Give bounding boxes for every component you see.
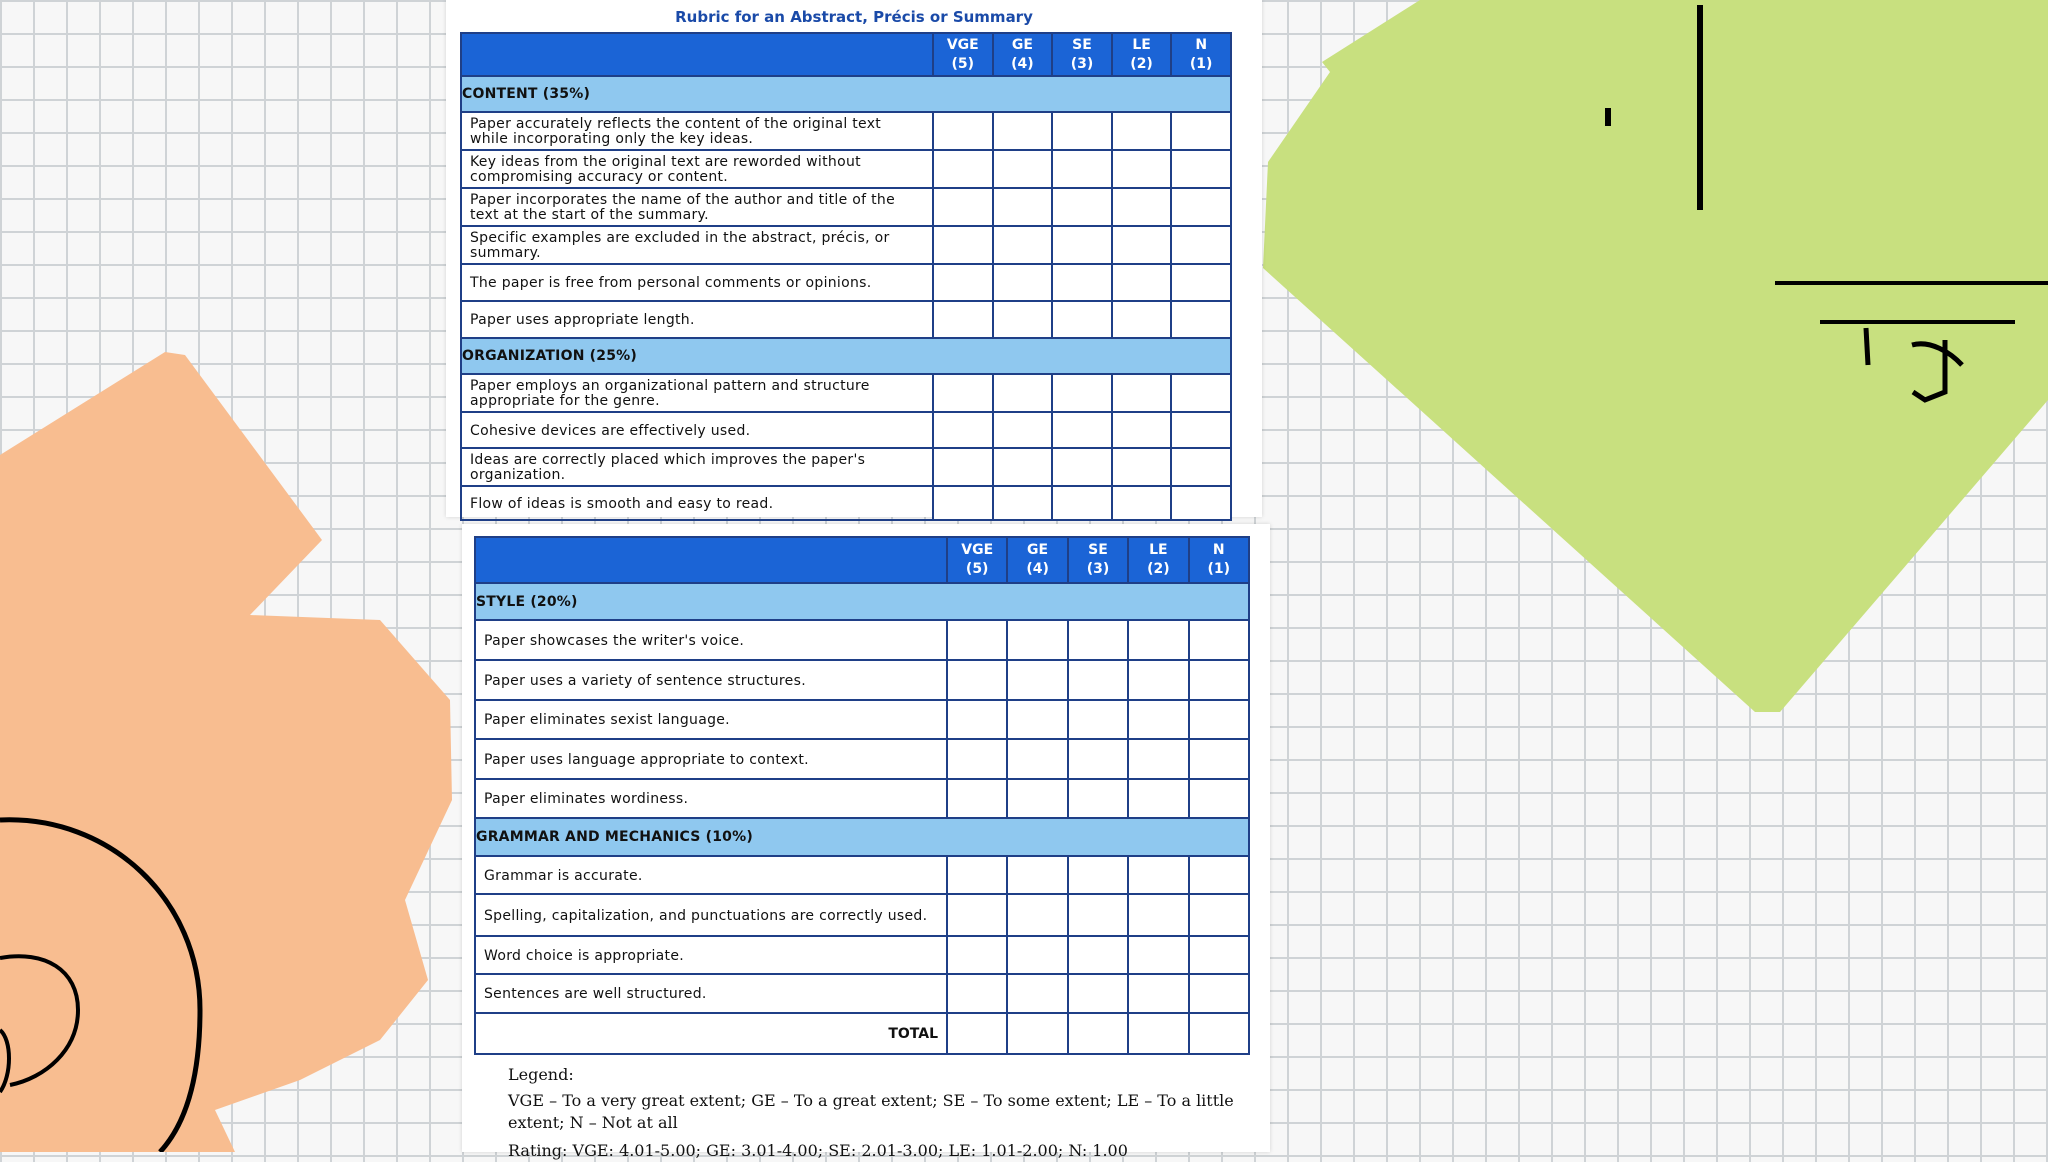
criterion-text: Paper showcases the writer's voice. [475,620,947,660]
rating-cell[interactable] [933,112,993,150]
criterion-text: Paper uses language appropriate to context. [475,739,947,779]
rating-cell[interactable] [1007,856,1067,894]
rating-cell[interactable] [1171,301,1231,338]
criterion-text: Paper eliminates wordiness. [475,779,947,818]
legend-heading: Legend: [508,1065,574,1084]
rating-cell[interactable] [1068,660,1128,700]
table-row [461,374,1231,412]
rating-cell[interactable] [1128,856,1188,894]
criterion-text: Paper eliminates sexist language. [475,700,947,739]
rating-cell[interactable] [1052,150,1112,188]
rating-cell[interactable] [1189,660,1249,700]
col-vge-header: VGE (5) [947,537,1007,583]
criterion-text: Word choice is appropriate. [475,936,947,974]
table-row [475,974,1249,1013]
rating-cell[interactable] [1052,226,1112,264]
rating-cell[interactable] [1007,700,1067,739]
rating-cell[interactable] [1112,264,1172,301]
rating-cell[interactable] [1189,936,1249,974]
section-label: GRAMMAR AND MECHANICS (10%) [475,818,1249,856]
rating-cell[interactable] [1052,374,1112,412]
section-label: STYLE (20%) [475,583,1249,620]
rating-cell[interactable] [993,486,1053,520]
rating-cell[interactable] [1068,936,1128,974]
table-row [475,739,1249,779]
total-cell[interactable] [1007,1013,1067,1054]
rating-cell[interactable] [993,448,1053,486]
rating-cell[interactable] [1007,620,1067,660]
rating-cell[interactable] [1128,936,1188,974]
rating-cell[interactable] [1171,374,1231,412]
criterion-text: Paper incorporates the name of the author and title of the text at the start of the summary. [461,188,933,226]
rating-cell[interactable] [1171,486,1231,520]
rating-cell[interactable] [1112,486,1172,520]
section-organization-row [461,338,1231,374]
table-row [475,700,1249,739]
rubric-table-top [460,32,1232,521]
rating-cell[interactable] [933,226,993,264]
rating-cell[interactable] [993,264,1053,301]
rating-cell[interactable] [1068,620,1128,660]
rating-cell[interactable] [993,301,1053,338]
rating-cell[interactable] [1052,112,1112,150]
rating-cell[interactable] [1052,264,1112,301]
rating-cell[interactable] [1128,894,1188,936]
table-row [461,486,1231,520]
legend-text: VGE – To a very great extent; GE – To a great extent; SE – To some extent; LE – To a little extent; N – Not at all [508,1091,1234,1132]
rating-cell[interactable] [1128,700,1188,739]
rating-cell[interactable] [1068,974,1128,1013]
rating-cell[interactable] [1189,856,1249,894]
criterion-text: Paper uses a variety of sentence structures. [475,660,947,700]
table-row [475,856,1249,894]
rating-cell[interactable] [933,264,993,301]
criterion-text: Sentences are well structured. [475,974,947,1013]
rating-cell[interactable] [947,700,1007,739]
rating-cell[interactable] [947,894,1007,936]
rating-cell[interactable] [1189,779,1249,818]
section-style-row [475,583,1249,620]
criteria-header-cell [461,33,933,76]
rating-cell[interactable] [1112,112,1172,150]
rating-cell[interactable] [1189,700,1249,739]
rating-cell[interactable] [993,188,1053,226]
rating-cell[interactable] [933,486,993,520]
rating-cell[interactable] [1189,620,1249,660]
rubric-page-bottom [462,524,1270,1160]
table-row [461,448,1231,486]
rating-cell[interactable] [993,112,1053,150]
rating-cell[interactable] [1112,374,1172,412]
rating-cell[interactable] [947,974,1007,1013]
criterion-text: Specific examples are excluded in the abstract, précis, or summary. [461,226,933,264]
table-row [461,112,1231,150]
col-n-header: N (1) [1189,537,1249,583]
rating-cell[interactable] [933,150,993,188]
rating-cell[interactable] [1171,448,1231,486]
rating-cell[interactable] [1128,660,1188,700]
rating-cell[interactable] [1112,301,1172,338]
table-row [475,779,1249,818]
peach-flower-shape [0,352,452,1152]
criterion-text: Paper accurately reflects the content of the original text while incorporating only the key ideas. [461,112,933,150]
rating-cell[interactable] [1112,188,1172,226]
table-row [461,412,1231,448]
rubric-table-bottom [474,536,1250,1055]
rating-cell[interactable] [1189,739,1249,779]
rating-header-row [475,537,1249,583]
table-row [461,264,1231,301]
total-cell[interactable] [1189,1013,1249,1054]
rating-cell[interactable] [1171,264,1231,301]
col-le-header: LE (2) [1112,33,1172,76]
criterion-text: Paper employs an organizational pattern and structure appropriate for the genre. [461,374,933,412]
rating-cell[interactable] [993,412,1053,448]
rating-cell[interactable] [1189,894,1249,936]
rating-cell[interactable] [1068,779,1128,818]
col-ge-header: GE (4) [993,33,1053,76]
rating-cell[interactable] [947,856,1007,894]
rating-cell[interactable] [1128,739,1188,779]
rubric-title: Rubric for an Abstract, Précis or Summary [675,8,1033,26]
section-label: ORGANIZATION (25%) [461,338,1231,374]
rubric-page-top [446,0,1262,517]
rating-cell[interactable] [993,226,1053,264]
rating-cell[interactable] [933,188,993,226]
criterion-text: Grammar is accurate. [475,856,947,894]
total-cell[interactable] [1068,1013,1128,1054]
table-row [475,620,1249,660]
rating-cell[interactable] [1112,412,1172,448]
rating-scale-text: Rating: VGE: 4.01-5.00; GE: 3.01-4.00; SE: 2.01-3.00; LE: 1.01-2.00; N: 1.00 [508,1141,1128,1160]
rating-cell[interactable] [1007,974,1067,1013]
rating-cell[interactable] [1052,486,1112,520]
lime-green-shape [1263,0,2048,712]
rating-cell[interactable] [1007,660,1067,700]
criterion-text: The paper is free from personal comments or opinions. [461,264,933,301]
rating-cell[interactable] [993,150,1053,188]
rating-cell[interactable] [947,620,1007,660]
rating-cell[interactable] [993,374,1053,412]
rating-cell[interactable] [1052,301,1112,338]
rating-cell[interactable] [1007,894,1067,936]
rating-cell[interactable] [1171,226,1231,264]
total-cell[interactable] [1128,1013,1188,1054]
criterion-text: Cohesive devices are effectively used. [461,412,933,448]
rating-cell[interactable] [1128,779,1188,818]
rating-cell[interactable] [947,660,1007,700]
total-row [475,1013,1249,1054]
total-label: TOTAL [475,1013,947,1054]
criterion-text: Key ideas from the original text are reworded without compromising accuracy or content. [461,150,933,188]
rating-cell[interactable] [933,301,993,338]
col-n-header: N (1) [1171,33,1231,76]
spiral-inner-curve [0,956,78,1092]
rating-cell[interactable] [947,739,1007,779]
rating-cell[interactable] [1112,448,1172,486]
rating-header-row [461,33,1231,76]
spiral-outer-curve [0,820,200,1152]
rating-cell[interactable] [1112,226,1172,264]
rating-cell[interactable] [1052,412,1112,448]
table-row [461,150,1231,188]
rating-cell[interactable] [1052,448,1112,486]
criterion-text: Paper uses appropriate length. [461,301,933,338]
legend [508,1064,1268,1162]
col-se-header: SE (3) [1068,537,1128,583]
col-le-header: LE (2) [1128,537,1188,583]
section-grammar-row [475,818,1249,856]
rating-cell[interactable] [1189,974,1249,1013]
rating-cell[interactable] [1171,150,1231,188]
criteria-header-cell [475,537,947,583]
rating-cell[interactable] [1171,188,1231,226]
table-row [461,226,1231,264]
table-row [475,660,1249,700]
rating-cell[interactable] [1007,936,1067,974]
table-row [475,894,1249,936]
section-label: CONTENT (35%) [461,76,1231,112]
table-row [461,188,1231,226]
rating-cell[interactable] [1007,779,1067,818]
rating-cell[interactable] [1052,188,1112,226]
rating-cell[interactable] [1007,739,1067,779]
criterion-text: Flow of ideas is smooth and easy to read. [461,486,933,520]
col-ge-header: GE (4) [1007,537,1067,583]
criterion-text: Ideas are correctly placed which improves the paper's organization. [461,448,933,486]
rating-cell[interactable] [1068,894,1128,936]
rating-cell[interactable] [1068,700,1128,739]
rating-cell[interactable] [947,779,1007,818]
rating-cell[interactable] [933,448,993,486]
rating-cell[interactable] [947,936,1007,974]
rating-cell[interactable] [1128,620,1188,660]
hook-glyph-mark [1866,328,1962,400]
rating-cell[interactable] [1128,974,1188,1013]
col-vge-header: VGE (5) [933,33,993,76]
total-cell[interactable] [947,1013,1007,1054]
rating-cell[interactable] [1112,150,1172,188]
col-se-header: SE (3) [1052,33,1112,76]
rating-cell[interactable] [1068,856,1128,894]
table-row [461,301,1231,338]
rating-cell[interactable] [933,374,993,412]
rating-cell[interactable] [933,412,993,448]
rating-cell[interactable] [1068,739,1128,779]
criterion-text: Spelling, capitalization, and punctuations are correctly used. [475,894,947,936]
rating-cell[interactable] [1171,412,1231,448]
table-row [475,936,1249,974]
section-content-row [461,76,1231,112]
rating-cell[interactable] [1171,112,1231,150]
